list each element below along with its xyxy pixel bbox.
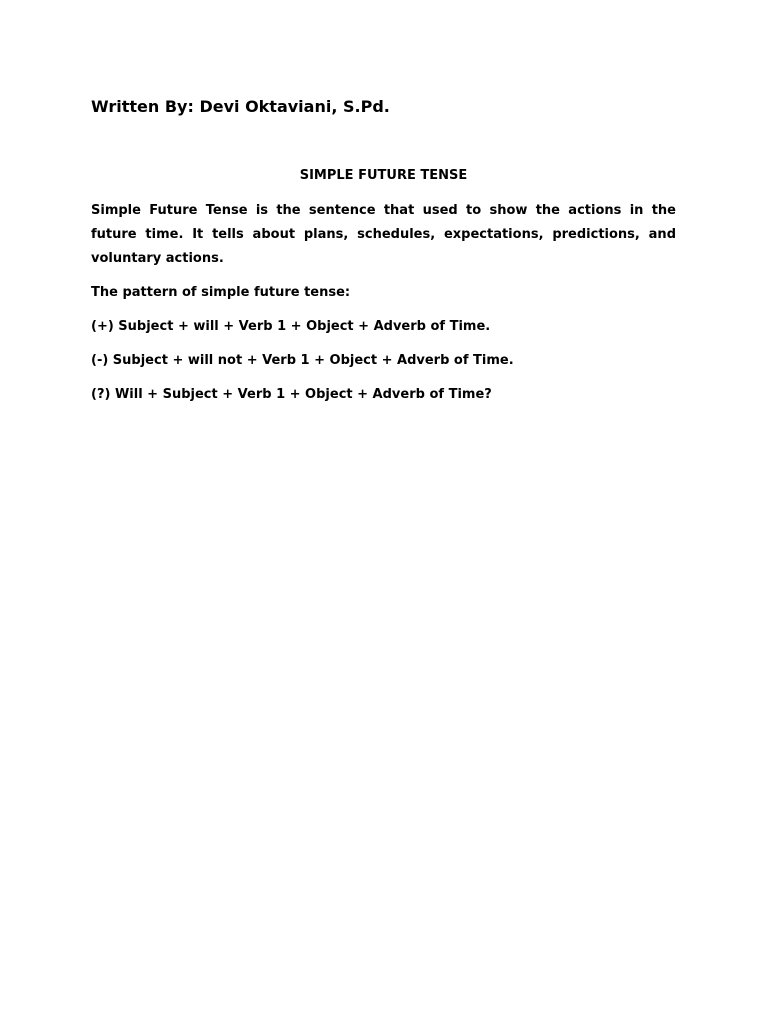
pattern-heading: The pattern of simple future tense: <box>91 285 351 300</box>
pattern-question: (?) Will + Subject + Verb 1 + Object + Adverb of Time? <box>91 387 492 402</box>
author-line: Written By: Devi Oktaviani, S.Pd. <box>91 97 390 116</box>
pattern-negative: (-) Subject + will not + Verb 1 + Object + Adverb of Time. <box>91 353 514 368</box>
document-title: SIMPLE FUTURE TENSE <box>299 168 468 183</box>
intro-paragraph: Simple Future Tense is the sentence that used to show the actions in the future time. It tells about plans, schedules, expectations, predictions, and voluntary actions. <box>91 203 676 266</box>
pattern-positive: (+) Subject + will + Verb 1 + Object + Adverb of Time. <box>91 319 491 334</box>
